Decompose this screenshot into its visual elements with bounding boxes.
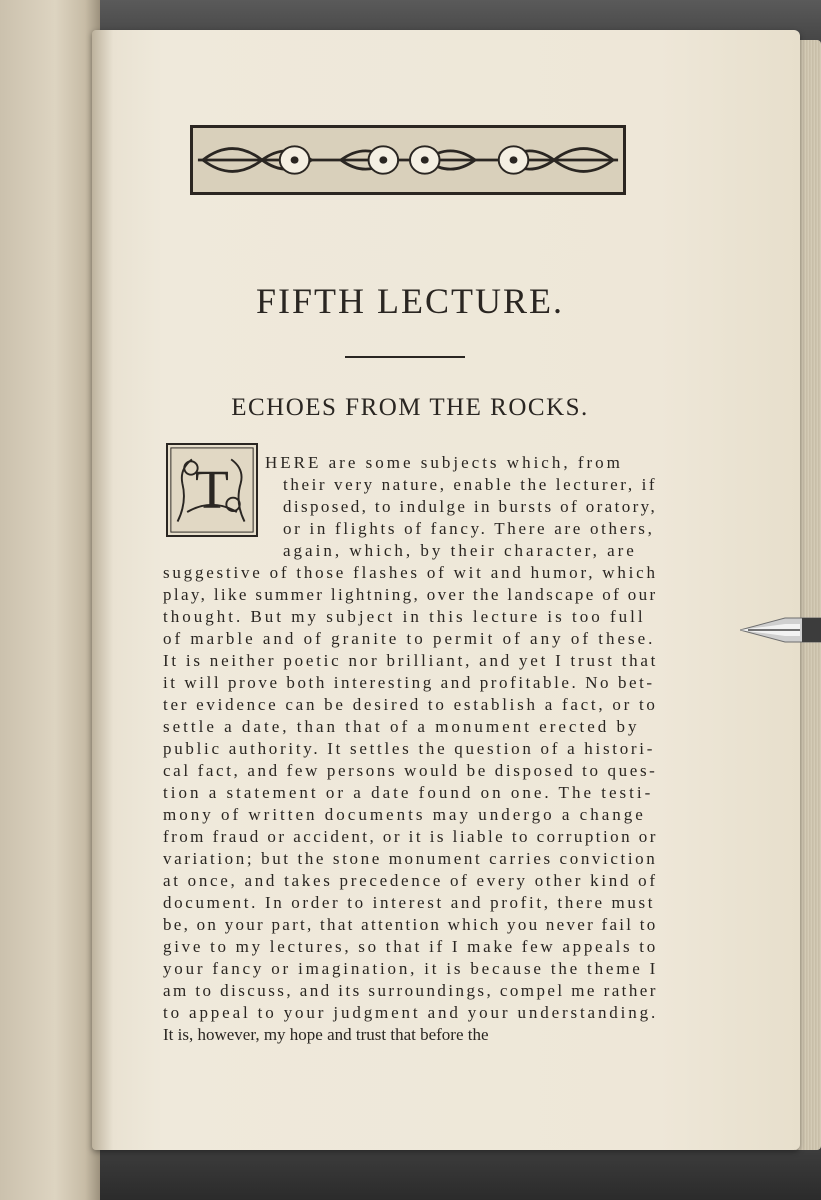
text-line: it will prove both interesting and profitable. No bet- bbox=[163, 673, 655, 692]
text-line: your fancy or imagination, it is because the theme I bbox=[163, 959, 659, 978]
svg-text:T: T bbox=[195, 459, 229, 521]
text-line: ter evidence can be desired to establish a fact, or to bbox=[163, 695, 658, 714]
text-line: of marble and of granite to permit of any of these. bbox=[163, 629, 656, 648]
text-line: to appeal to your judgment and your understanding. bbox=[163, 1003, 659, 1022]
text-line: It is, however, my hope and trust that before the bbox=[163, 1025, 489, 1044]
text-line: document. In order to interest and profit, there must bbox=[163, 893, 656, 912]
text-line: disposed, to indulge in bursts of oratory, bbox=[283, 497, 658, 516]
text-line: from fraud or accident, or it is liable to corruption or bbox=[163, 827, 658, 846]
text-line: thought. But my subject in this lecture is too full bbox=[163, 607, 646, 626]
text-line: mony of written documents may undergo a change bbox=[163, 805, 646, 824]
text-line: play, like summer lightning, over the landscape of our bbox=[163, 585, 658, 604]
title-divider bbox=[345, 356, 465, 358]
text-line: their very nature, enable the lecturer, if bbox=[283, 475, 658, 494]
text-line: or in flights of fancy. There are others, bbox=[283, 519, 655, 538]
text-line: again, which, by their character, are bbox=[283, 541, 637, 560]
text-line: tion a statement or a date found on one. The testi- bbox=[163, 783, 654, 802]
text-line: It is neither poetic nor brilliant, and yet I trust that bbox=[163, 651, 659, 670]
text-line: settle a date, than that of a monument erected by bbox=[163, 717, 640, 736]
page-title: FIFTH LECTURE. bbox=[255, 281, 564, 321]
text-line: cal fact, and few persons would be disposed to ques- bbox=[163, 761, 658, 780]
text-line: give to my lectures, so that if I make few appeals to bbox=[163, 937, 658, 956]
text-line: at once, and takes precedence of every other kind of bbox=[163, 871, 658, 890]
chapter-subtitle: ECHOES FROM THE ROCKS. bbox=[231, 394, 589, 421]
floral-band-icon bbox=[190, 125, 626, 195]
left-page-edge bbox=[0, 0, 100, 1200]
text-line: HERE are some subjects which, from bbox=[265, 453, 623, 472]
text-line: suggestive of those flashes of wit and humor, which bbox=[163, 563, 658, 582]
text-line: variation; but the stone monument carries conviction bbox=[163, 849, 658, 868]
illuminated-initial-icon bbox=[166, 443, 258, 537]
text-line: be, on your part, that attention which you never fail to bbox=[163, 915, 658, 934]
text-line: public authority. It settles the question of a histori- bbox=[163, 739, 656, 758]
text-line: am to discuss, and its surroundings, compel me rather bbox=[163, 981, 658, 1000]
pen-nib-icon bbox=[740, 610, 821, 650]
